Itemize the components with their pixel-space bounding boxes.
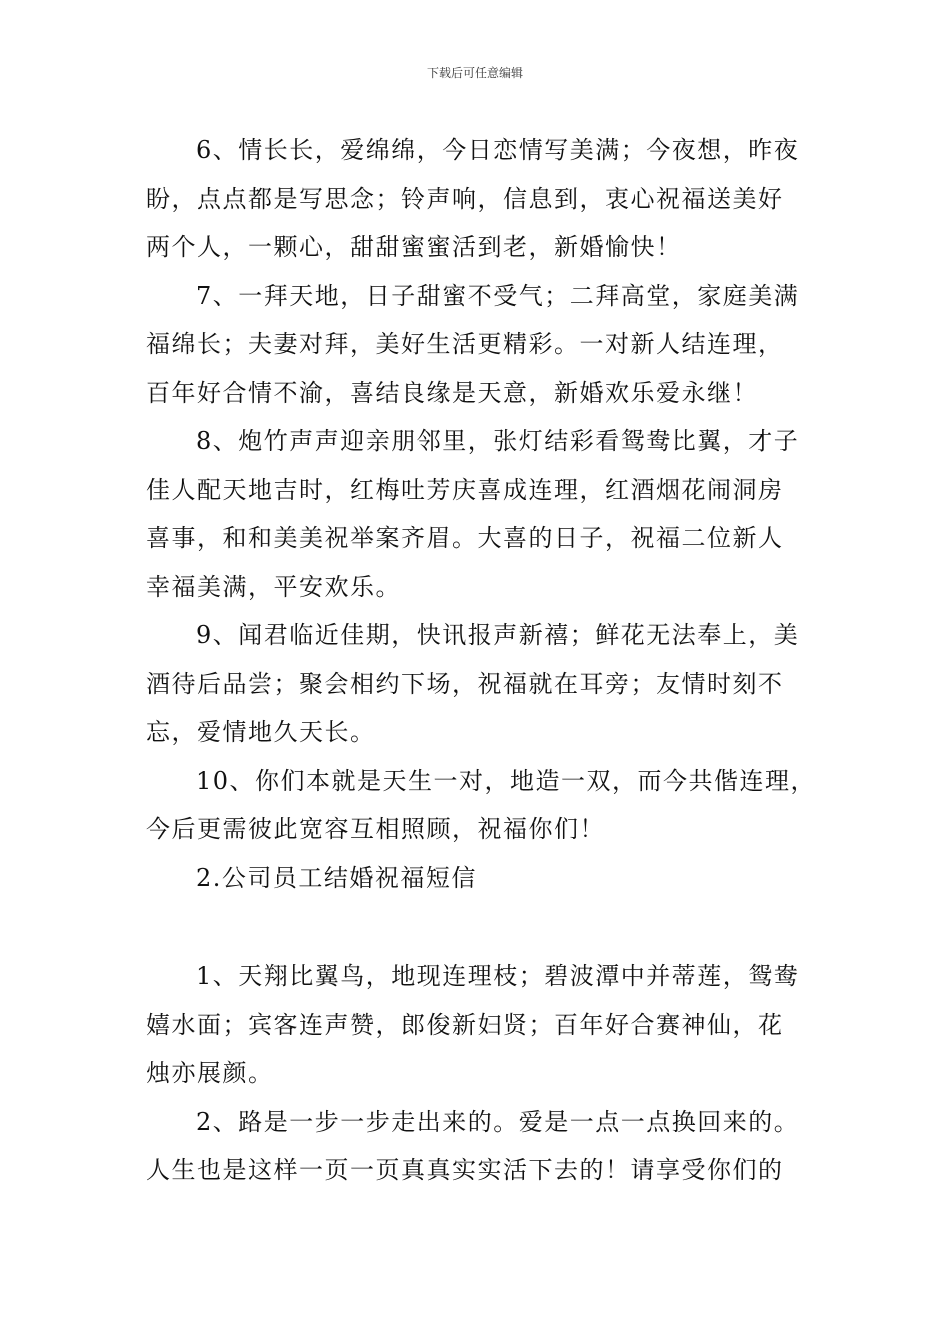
paragraph-line: 6、情长长，爱绵绵，今日恋情写美满；今夜想，昨夜 <box>196 136 800 164</box>
section-paragraph-1 <box>146 952 836 1098</box>
paragraph-line: 8、炮竹声声迎亲朋邻里，张灯结彩看鸳鸯比翼，才子 <box>196 427 800 455</box>
paragraph-line: 烛亦展颜。 <box>146 1059 274 1087</box>
paragraph-line: 人生也是这样一页一页真真实实活下去的！请享受你们的 <box>146 1156 784 1184</box>
paragraph-line: 1、天翔比翼鸟，地现连理枝；碧波潭中并蒂莲，鸳鸯 <box>196 962 800 990</box>
paragraph-line: 两个人，一颗心，甜甜蜜蜜活到老，新婚愉快！ <box>146 233 682 261</box>
paragraph-line: 2、路是一步一步走出来的。爱是一点一点换回来的。 <box>196 1107 800 1136</box>
paragraph-line: 嬉水面；宾客连声赞，郎俊新妇贤；百年好合赛神仙，花 <box>146 1010 784 1039</box>
paragraph-line: 盼，点点都是写思念；铃声响，信息到，衷心祝福送美好 <box>146 184 784 213</box>
paragraph-line: 忘，爱情地久天长。 <box>146 718 376 746</box>
paragraph-line: 今后更需彼此宽容互相照顾，祝福你们！ <box>146 815 605 843</box>
paragraph-line: 喜事，和和美美祝举案齐眉。大喜的日子，祝福二位新人 <box>146 524 784 552</box>
paragraph-item-6 <box>146 126 836 272</box>
document-body <box>146 126 836 1195</box>
paragraph-line: 幸福美满，平安欢乐。 <box>146 572 401 601</box>
section-paragraph-2 <box>146 1098 836 1195</box>
paragraph-line: 福绵长；夫妻对拜，美好生活更精彩。一对新人结连理， <box>146 330 784 358</box>
paragraph-item-7 <box>146 272 836 418</box>
paragraph-item-9 <box>146 611 836 757</box>
section-heading: 2.公司员工结婚祝福短信 <box>196 863 477 892</box>
paragraph-item-8 <box>146 417 836 611</box>
paragraph-line: 酒待后品尝；聚会相约下场，祝福就在耳旁；友情时刻不 <box>146 669 784 698</box>
paragraph-line: 佳人配天地吉时，红梅吐芳庆喜成连理，红酒烟花闹洞房 <box>146 475 784 504</box>
paragraph-item-10 <box>146 757 836 854</box>
page-header: 下载后可任意编辑 <box>426 66 523 80</box>
section-spacer <box>146 902 836 952</box>
paragraph-line: 10、你们本就是天生一对，地造一双，而今共偕连理， <box>196 766 817 795</box>
paragraph-line: 百年好合情不渝，喜结良缘是天意，新婚欢乐爱永继！ <box>146 378 758 407</box>
paragraph-line: 9、闻君临近佳期，快讯报声新禧；鲜花无法奉上，美 <box>196 621 800 649</box>
paragraph-line: 7、一拜天地，日子甜蜜不受气；二拜高堂，家庭美满 <box>196 281 800 310</box>
